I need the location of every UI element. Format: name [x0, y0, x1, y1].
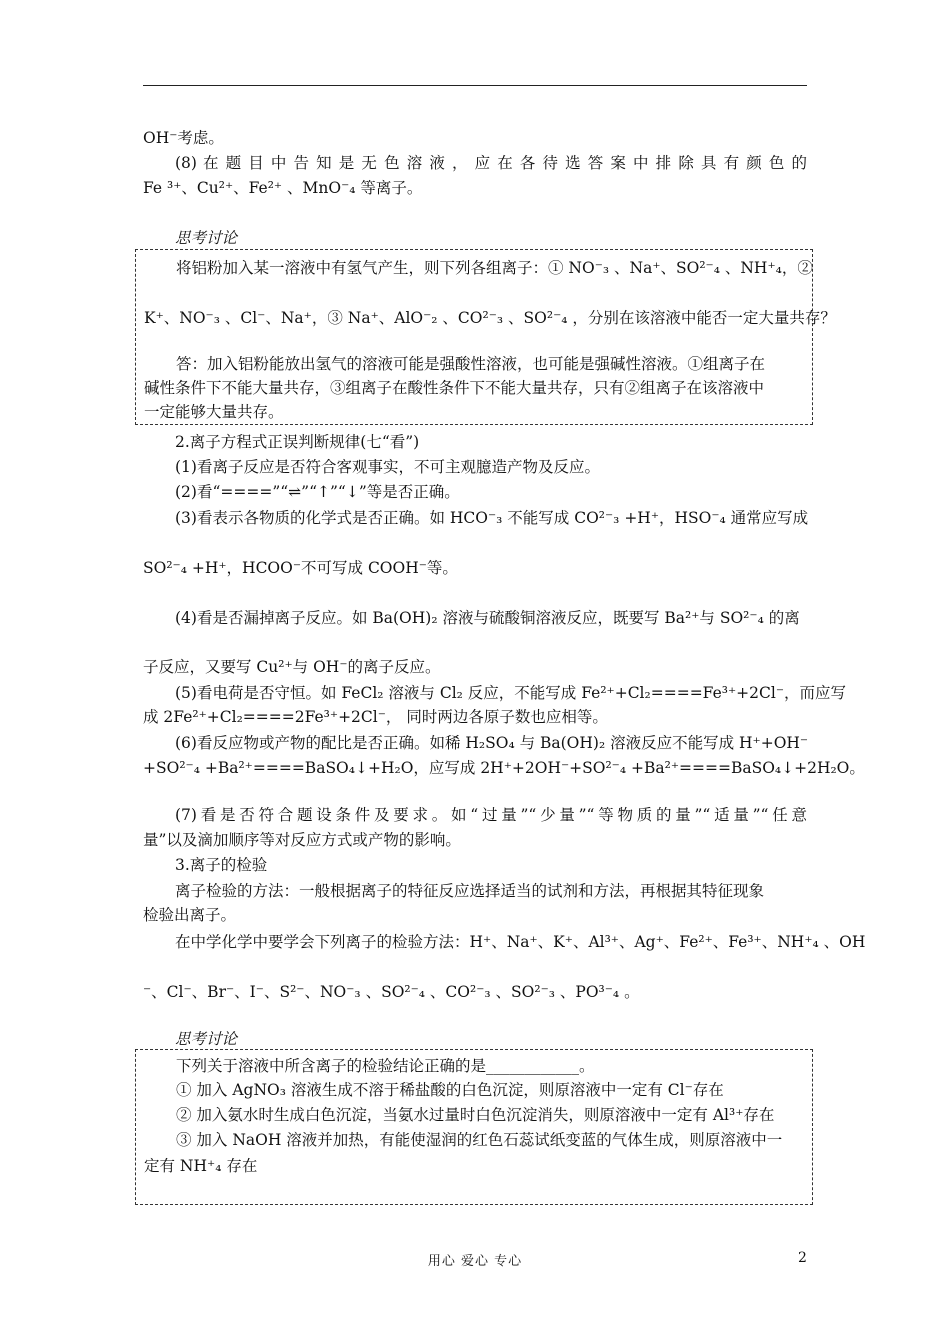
header-rule: [143, 85, 807, 86]
text-line: (6)看反应物或产物的配比是否正确。如稀 H₂SO₄ 与 Ba(OH)₂ 溶液反应不能写成 H⁺+OH⁻: [175, 734, 809, 752]
text-line: 成 2Fe²⁺+Cl₂====2Fe³⁺+2Cl⁻， 同时两边各原子数也应相等。: [143, 708, 608, 726]
section-heading: 思考讨论: [175, 1030, 238, 1048]
box-line: ① 加入 AgNO₃ 溶液生成不溶于稀盐酸的白色沉淀，则原溶液中一定有 Cl⁻存在: [176, 1081, 724, 1099]
box-line: ② 加入氨水时生成白色沉淀，当氨水过量时白色沉淀消失，则原溶液中一定有 Al³⁺存在: [176, 1106, 775, 1124]
text-line: (5)看电荷是否守恒。如 FeCl₂ 溶液与 Cl₂ 反应，不能写成 Fe²⁺+Cl₂====Fe³⁺+2Cl⁻，而应写: [175, 684, 846, 702]
discussion-box-2: [135, 1049, 813, 1205]
text-line: (4)看是否漏掉离子反应。如 Ba(OH)₂ 溶液与硫酸铜溶液反应，既要写 Ba²⁺与 SO²⁻₄ 的离: [175, 609, 800, 627]
text-line: SO²⁻₄ +H⁺，HCOO⁻不可写成 COOH⁻等。: [143, 559, 458, 577]
section-heading: 3.离子的检验: [175, 856, 268, 874]
text-line: (7)看是否符合题设条件及要求。如“过量”“少量”“等物质的量”“适量”“任意: [175, 806, 807, 824]
text-line: (3)看表示各物质的化学式是否正确。如 HCO⁻₃ 不能写成 CO²⁻₃ +H⁺，HSO⁻₄ 通常应写成: [175, 509, 809, 527]
section-heading: 2.离子方程式正误判断规律(七“看”): [175, 433, 420, 451]
box-line: 将铝粉加入某一溶液中有氢气产生，则下列各组离子：① NO⁻₃ 、Na⁺、SO²⁻₄ 、NH⁺₄，②: [176, 259, 813, 277]
text-line: 在中学化学中要学会下列离子的检验方法：H⁺、Na⁺、K⁺、Al³⁺、Ag⁺、Fe²⁺、Fe³⁺、NH⁺₄ 、OH: [175, 933, 866, 951]
box-line: 下列关于溶液中所含离子的检验结论正确的是____________。: [176, 1057, 595, 1075]
box-line: 一定能够大量共存。: [144, 403, 284, 421]
text-line: 检验出离子。: [143, 906, 237, 924]
text-line: 量”以及滴加顺序等对反应方式或产物的影响。: [143, 831, 461, 849]
section-heading: 思考讨论: [175, 229, 238, 247]
discussion-box-1: [135, 249, 836, 425]
text-line: 离子检验的方法：一般根据离子的特征反应选择适当的试剂和方法，再根据其特征现象: [175, 882, 765, 900]
text-line: OH⁻考虑。: [143, 129, 224, 147]
text-line: (2)看“====”“⇌”“↑”“↓”等是否正确。: [175, 483, 460, 501]
box-line: 定有 NH⁺₄ 存在: [144, 1157, 258, 1175]
text-line: (1)看离子反应是否符合客观事实，不可主观臆造产物及反应。: [175, 458, 600, 476]
box-line: K⁺、NO⁻₃ 、Cl⁻、Na⁺，③ Na⁺、AlO⁻₂ 、CO²⁻₃ 、SO²⁻₄ ，分别在该溶液中能否一定大量共存？: [144, 309, 836, 327]
box-line: ③ 加入 NaOH 溶液并加热，有能使湿润的红色石蕊试纸变蓝的气体生成，则原溶液中一: [176, 1131, 783, 1149]
footer-slogan: 用心 爱心 专心: [427, 1254, 523, 1269]
box-line: 碱性条件下不能大量共存，③组离子在酸性条件下不能大量共存，只有②组离子在该溶液中: [144, 379, 765, 397]
box-line: 答：加入铝粉能放出氢气的溶液可能是强酸性溶液，也可能是强碱性溶液。①组离子在: [176, 355, 766, 373]
page-number: 2: [798, 1250, 807, 1266]
text-line: ⁻、Cl⁻、Br⁻、I⁻、S²⁻、NO⁻₃ 、SO²⁻₄ 、CO²⁻₃ 、SO²⁻₃ 、PO³⁻₄ 。: [143, 983, 640, 1001]
text-line: Fe ³⁺、Cu²⁺、Fe²⁺ 、MnO⁻₄ 等离子。: [143, 179, 423, 197]
text-line: +SO²⁻₄ +Ba²⁺====BaSO₄↓+H₂O，应写成 2H⁺+2OH⁻+SO²⁻₄ +Ba²⁺====BaSO₄↓+2H₂O。: [143, 759, 865, 777]
text-line: 子反应，又要写 Cu²⁺与 OH⁻的离子反应。: [143, 658, 441, 676]
text-line: (8) 在 题 目 中 告 知 是 无 色 溶 液 ， 应 在 各 待 选 答 案 中 排 除 具 有 颜 色 的: [175, 154, 807, 172]
